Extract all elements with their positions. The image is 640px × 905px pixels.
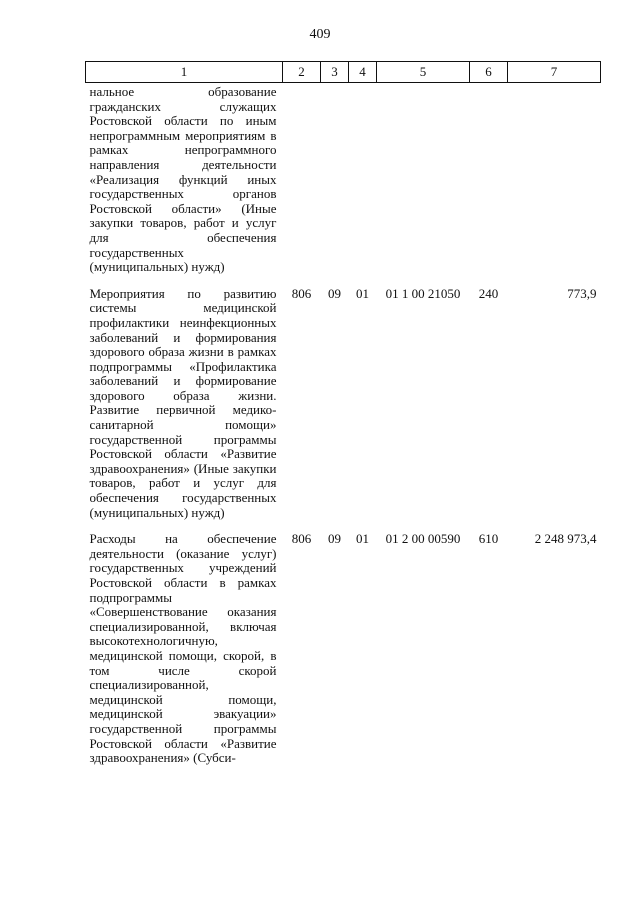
- target-article-code: [377, 83, 470, 285]
- ministry-code: 806: [291, 531, 312, 547]
- row-description: нальное образование гражданских служащих Ростовской области по иным непрограммным мероприятиям в рамках непрограммного направления деятельности «Реализация функций иных государственных органов Ростовской области» (Иные закупки товаров, работ и услуг для обеспечения государственных (муниципальных) нужд): [89, 84, 277, 275]
- section-code: 09: [328, 285, 341, 301]
- amount: [508, 83, 601, 285]
- ministry-code: [283, 83, 321, 285]
- column-number-header-row: [86, 62, 601, 83]
- expense-type-code: [470, 83, 508, 285]
- column-header-6: 6: [470, 62, 508, 83]
- column-header-4: 4: [349, 62, 377, 83]
- target-article-code: 01 2 00 00590: [385, 531, 461, 547]
- column-header-5: 5: [377, 62, 470, 83]
- expense-type-code: 610: [478, 531, 499, 547]
- page-number: 409: [309, 27, 331, 42]
- target-article-code: 01 1 00 21050: [385, 285, 461, 301]
- row-description: Расходы на обеспечение деятельности (оказание услуг) государственных учреждений Ростовской области в рамках подпрограммы «Совершенствование оказания специализированной, включая высокотехнологичную, медицинской помощи, скорой, в том числе скорой специализированной, медицинской помощи, медицинской эвакуации» государственной программы Ростовской области «Развитие здравоохранения» (Субси-: [89, 531, 277, 766]
- expense-type-code: 240: [478, 285, 499, 301]
- row-description: Мероприятия по развитию системы медицинской профилактики неинфекционных заболеваний и формирования здорового образа жизни в рамках подпрограммы «Профилактика заболеваний и формирование здорового образа жизни. Развитие первичной медико-санитарной помощи» государственной программы Ростовской области «Развитие здравоохранения» (Иные закупки товаров, работ и услуг для обеспечения государственных (муниципальных) нужд): [89, 285, 277, 520]
- amount: 2 248 973,4: [534, 531, 597, 547]
- table-row: [86, 530, 601, 776]
- table-row: [86, 285, 601, 531]
- column-header-3: 3: [321, 62, 349, 83]
- column-header-7: 7: [508, 62, 601, 83]
- column-header-2: 2: [283, 62, 321, 83]
- section-code: 09: [328, 531, 341, 547]
- section-code: [321, 83, 349, 285]
- amount: 773,9: [567, 285, 597, 301]
- budget-table: [85, 61, 601, 776]
- table-row: [86, 83, 601, 285]
- subsection-code: 01: [356, 285, 369, 301]
- subsection-code: [349, 83, 377, 285]
- subsection-code: 01: [356, 531, 369, 547]
- column-header-1: 1: [86, 62, 283, 83]
- ministry-code: 806: [291, 285, 312, 301]
